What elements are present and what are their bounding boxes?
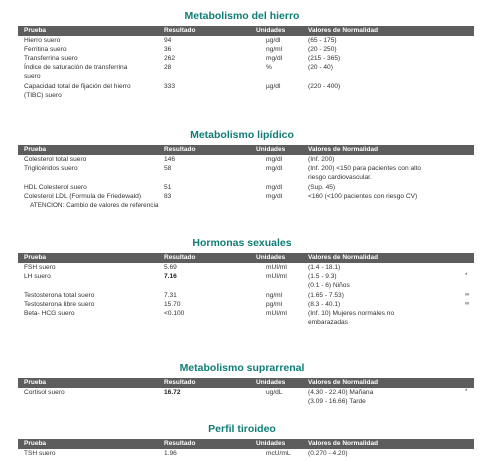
test-unit: mUI/ml [266, 310, 287, 317]
test-range: <160 (<100 pacientes con riesgo CV) [308, 193, 418, 200]
test-range: (65 - 175) [308, 37, 337, 44]
table-row [18, 192, 474, 201]
header-resultado: Resultado [164, 379, 196, 386]
test-result: 7.31 [164, 292, 177, 299]
test-unit: mUI/ml [266, 264, 287, 271]
section-title: Hormonas sexuales [192, 237, 292, 249]
test-name: FSH suero [24, 264, 56, 271]
test-unit: µg/dl [266, 83, 281, 90]
test-unit: ng/ml [266, 46, 283, 53]
test-name: Triglicéridos suero [24, 165, 78, 172]
table-row [18, 309, 474, 328]
test-name: Cortisol suero [24, 389, 65, 396]
flag-marker: * [465, 389, 468, 395]
test-result-bold [164, 388, 181, 398]
test-unit: mg/dl [266, 55, 283, 62]
section-sex-hormones [0, 236, 484, 328]
flag-marker: ∞ [465, 301, 470, 307]
section-adrenal-metabolism [0, 361, 484, 407]
test-unit: mcU/mL [266, 450, 291, 457]
test-unit: mg/dl [266, 156, 283, 163]
test-result: 333 [164, 83, 176, 90]
test-range-continued: embarazadas [308, 319, 348, 326]
test-range: (8.3 - 40.1) [308, 301, 341, 308]
test-name: LH suero [24, 273, 51, 280]
section-title: Perfil tiroideo [208, 423, 276, 435]
header-unidades: Unidades [256, 379, 286, 386]
table-header [18, 145, 474, 155]
table-row [18, 36, 474, 45]
table-header [18, 253, 474, 263]
flag-marker: ∞ [465, 292, 470, 298]
test-unit: µg/dl [266, 37, 281, 44]
test-range-continued: (3.09 - 16.66) Tarde [308, 398, 366, 405]
test-result: 262 [164, 55, 176, 62]
test-name: HDL Colesterol suero [24, 184, 87, 191]
test-name: Testosterona libre suero [24, 301, 95, 308]
test-unit: ug/dL [266, 389, 283, 396]
table-header [18, 439, 474, 449]
table-row [18, 263, 474, 272]
test-range-continued: (0.1 - 6) Niños [308, 282, 350, 289]
test-unit: mg/dl [266, 165, 283, 172]
header-prueba: Prueba [24, 379, 47, 386]
test-range: (20 - 40) [308, 64, 333, 71]
header-resultado: Resultado [164, 146, 196, 153]
header-prueba: Prueba [24, 27, 47, 34]
test-name: Transferrina suero [24, 55, 78, 62]
test-result: 83 [164, 193, 172, 200]
table-header [18, 378, 474, 388]
flag-marker: * [465, 273, 468, 279]
test-result: <0.100 [164, 310, 185, 317]
test-name: Beta- HCG suero [24, 310, 75, 317]
table-row [18, 300, 474, 309]
header-unidades: Unidades [256, 254, 286, 261]
test-name: Colesterol LDL (Formula de Friedewald) [24, 193, 142, 200]
test-range: (20 - 250) [308, 46, 337, 53]
section-lipid-metabolism [0, 128, 484, 210]
table-row [18, 272, 474, 291]
test-range: (220 - 400) [308, 83, 341, 90]
header-valores: Valores de Normalidad [308, 27, 379, 34]
test-result: 5.69 [164, 264, 177, 271]
test-name: Capacidad total de fijación del hierro [24, 83, 131, 90]
test-result: 94 [164, 37, 172, 44]
test-name: TSH suero [24, 450, 56, 457]
test-unit: % [266, 64, 272, 71]
reference-change-note: ATENCION: Cambio de valores de referencia [30, 202, 159, 209]
header-prueba: Prueba [24, 254, 47, 261]
test-result: 36 [164, 46, 172, 53]
section-iron-metabolism [0, 9, 484, 101]
test-name: Testosterona total suero [24, 292, 95, 299]
test-result: 1.96 [164, 450, 177, 457]
header-unidades: Unidades [256, 146, 286, 153]
test-name: Colesterol total suero [24, 156, 87, 163]
test-unit: mUI/ml [266, 273, 287, 280]
table-row [18, 388, 474, 407]
test-range: (Inf. 200) [308, 156, 335, 163]
header-valores: Valores de Normalidad [308, 254, 379, 261]
test-result: 51 [164, 184, 172, 191]
section-title: Metabolismo del hierro [184, 10, 300, 22]
test-result: 15.70 [164, 301, 181, 308]
table-row [18, 54, 474, 63]
test-result: 58 [164, 165, 172, 172]
test-range: (Inf. 200) <150 para pacientes con alto [308, 165, 422, 172]
test-result: 7.16 [164, 273, 177, 280]
header-unidades: Unidades [256, 440, 286, 447]
header-valores: Valores de Normalidad [308, 379, 379, 386]
test-name: Índice de saturación de transferrina [24, 64, 128, 71]
test-unit: pg/ml [266, 301, 283, 308]
table-row [18, 164, 474, 183]
table-row [18, 63, 474, 82]
test-result-bold [164, 272, 177, 282]
test-unit: mg/dl [266, 193, 283, 200]
table-row [18, 183, 474, 192]
test-name-continued: suero [24, 73, 41, 80]
test-range: (Inf. 10) Mujeres normales no [308, 310, 395, 317]
test-range: (1.65 - 7.53) [308, 292, 344, 299]
test-range: (215 - 365) [308, 55, 341, 62]
test-range: (1.5 - 9.3) [308, 273, 337, 280]
test-range-continued: riesgo cardiovascular. [308, 174, 372, 181]
header-valores: Valores de Normalidad [308, 440, 379, 447]
test-result: 146 [164, 156, 176, 163]
test-name-continued: (TIBC) suero [24, 92, 62, 99]
test-result: 28 [164, 64, 172, 71]
table-header [18, 26, 474, 36]
test-range: (4.30 - 22.40) Mañana [308, 389, 374, 396]
table-row [18, 155, 474, 164]
test-result: 16.72 [164, 389, 181, 396]
test-range: (0.270 - 4.20) [308, 450, 348, 457]
test-unit: mg/dl [266, 184, 283, 191]
header-resultado: Resultado [164, 27, 196, 34]
header-resultado: Resultado [164, 254, 196, 261]
test-name: Hierro suero [24, 37, 61, 44]
header-prueba: Prueba [24, 440, 47, 447]
table-row [18, 45, 474, 54]
header-valores: Valores de Normalidad [308, 146, 379, 153]
table-row [18, 291, 474, 300]
header-resultado: Resultado [164, 440, 196, 447]
test-range: (Sup. 45) [308, 184, 336, 191]
test-range: (1.4 - 18.1) [308, 264, 341, 271]
table-row [18, 449, 474, 458]
header-unidades: Unidades [256, 27, 286, 34]
header-prueba: Prueba [24, 146, 47, 153]
section-title: Metabolismo suprarrenal [179, 362, 305, 374]
section-thyroid-profile [0, 422, 484, 458]
test-unit: ng/ml [266, 292, 283, 299]
table-row [18, 82, 474, 101]
section-title: Metabolismo lipídico [190, 129, 294, 141]
test-name: Ferritina suero [24, 46, 67, 53]
